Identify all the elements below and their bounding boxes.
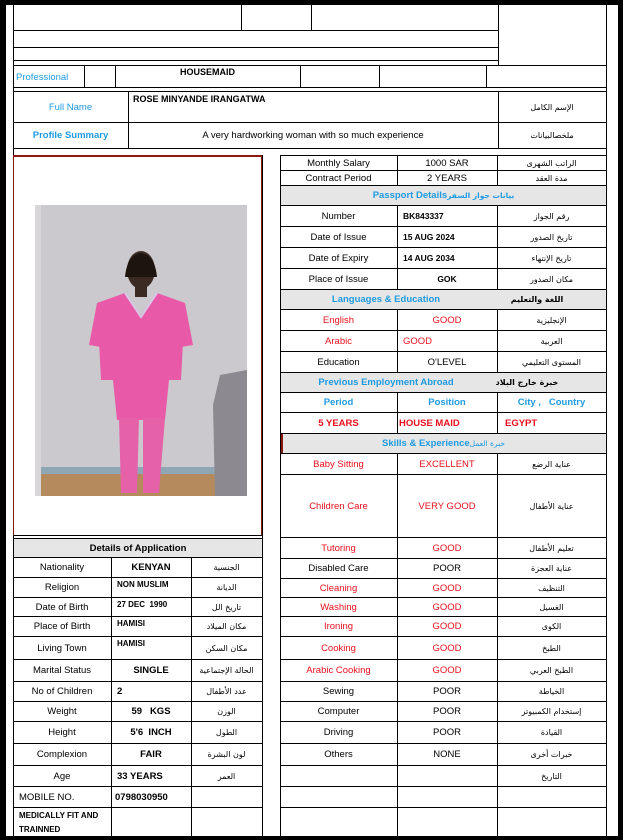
full-name-value: ROSE MINYANDE IRANGATWA [133, 94, 266, 104]
profession-value: HOUSEMAID [179, 67, 235, 77]
employment-header-position: Position [428, 397, 466, 408]
arabic-value: GOOD [403, 335, 433, 347]
employment-position: HOUSE MAID [399, 417, 460, 429]
profile-summary-value: A very hardworking woman with so much experience [202, 129, 424, 141]
passport-title-en: Passport Details [372, 190, 448, 201]
skill-label-ar: الطبخ العربي [529, 666, 574, 675]
skill-label: Baby Sitting [313, 458, 364, 470]
english-value: GOOD [432, 314, 462, 326]
detail-label: Weight [47, 706, 77, 717]
skill-label: Washing [320, 601, 357, 613]
contract-period-value: 2 YEARS [427, 172, 467, 184]
detail-value: HAMISI [117, 618, 145, 628]
photo-box-bottom [13, 535, 263, 536]
skill-label: Cooking [321, 642, 356, 654]
employment-title: Previous Employment Abroad [318, 377, 454, 388]
skill-label: Disabled Care [308, 563, 369, 574]
languages-title-ar: اللغة والتعليم [510, 295, 564, 304]
detail-label: Nationality [39, 562, 85, 573]
detail-value: HAMISI [117, 638, 145, 648]
row-divider [280, 786, 607, 787]
detail-label: Age [53, 770, 71, 782]
skill-rating: GOOD [432, 665, 462, 676]
skill-rating: POOR [433, 706, 461, 717]
skill-label-ar: تعليم الأطفال [529, 543, 574, 553]
detail-label-ar: الحالة الإجتماعية [199, 666, 254, 675]
english-label: English [322, 314, 355, 326]
contract-period-ar: مدة العقد [535, 173, 568, 183]
passport-number-value: BK843337 [403, 211, 444, 221]
detail-label: Complexion [36, 749, 88, 760]
skill-label: Children Care [309, 500, 368, 512]
skill-label: Computer [317, 706, 360, 717]
detail-label: Living Town [37, 642, 87, 654]
details-title: Details of Application [89, 542, 187, 554]
passport-number-label: Number [321, 210, 356, 222]
employment-header-location: City , Country [517, 397, 586, 408]
date-label-ar: التاريخ [541, 771, 562, 781]
skill-label: Tutoring [321, 542, 356, 554]
skill-label-ar: التنظيف [538, 583, 565, 593]
skill-rating: GOOD [432, 601, 462, 613]
detail-label-ar: مكان الميلاد [206, 622, 247, 631]
detail-label: Date of Birth [35, 601, 89, 613]
employment-period: 5 YEARS [318, 417, 359, 429]
row-divider [280, 807, 607, 808]
skills-title-en: Skills & Experience [381, 438, 470, 449]
monthly-salary-label: Monthly Salary [307, 157, 370, 169]
skill-rating: GOOD [432, 542, 462, 554]
detail-label-ar: الطول [215, 728, 238, 737]
detail-label-ar: الجنسية [213, 563, 240, 572]
employment-location: EGYPT [505, 417, 538, 429]
skill-label-ar: الكوى [541, 622, 562, 631]
english-ar: الإنجليزية [536, 315, 567, 325]
detail-label-ar: عدد الأطفال [206, 687, 247, 696]
page-border-left [0, 0, 6, 840]
skill-label-ar: القيادة [540, 728, 563, 737]
full-name-label: Full Name [48, 101, 93, 113]
education-label: Education [317, 356, 360, 368]
skill-rating: GOOD [432, 621, 462, 632]
skill-label-ar: إستخدام الكمبيوتر [521, 707, 582, 716]
skill-label: Ironing [323, 621, 354, 632]
detail-value: 33 YEARS [117, 770, 163, 782]
skill-label: Sewing [322, 686, 355, 697]
medical-status-line2: TRAINNED [19, 824, 61, 834]
detail-value: KENYAN [131, 562, 171, 573]
date-of-issue-label: Date of Issue [310, 231, 367, 243]
place-of-issue-value: GOK [437, 274, 457, 284]
skill-label: Others [324, 749, 353, 760]
detail-value: NON MUSLIM [117, 579, 169, 589]
skill-label-ar: الطبخ [542, 643, 561, 653]
skill-rating: EXCELLENT [419, 458, 475, 470]
detail-label-ar: العمر [217, 771, 236, 781]
arabic-label: Arabic [325, 335, 352, 347]
skill-label: Cleaning [319, 582, 358, 594]
skill-rating: GOOD [432, 642, 462, 654]
date-of-expiry-label: Date of Expiry [308, 252, 369, 264]
skill-rating: NONE [433, 749, 461, 760]
detail-label-ar: الوزن [217, 707, 236, 716]
skill-rating: POOR [433, 686, 461, 697]
candidate-photo [35, 205, 247, 496]
skill-label-ar: عناية الأطفال [529, 501, 574, 511]
skill-rating: GOOD [432, 582, 462, 594]
date-of-expiry-value: 14 AUG 2034 [403, 253, 455, 263]
detail-value: 59 KGS [131, 706, 171, 717]
detail-label-ar: مكان السكن [205, 643, 248, 653]
detail-label-ar: لون البشرة [207, 750, 246, 759]
skill-label-ar: الغسيل [539, 602, 564, 612]
employment-header-period: Period [323, 397, 354, 408]
monthly-salary-value: 1000 SAR [425, 157, 469, 169]
detail-value: 27 DEC 1990 [117, 599, 168, 609]
skill-rating: VERY GOOD [418, 500, 476, 512]
education-ar: المستوى التعليمي [521, 357, 582, 367]
page-border-right [618, 0, 623, 840]
professional-label: Professional [16, 71, 69, 83]
skill-label-ar: خبرات أخرى [530, 750, 573, 759]
detail-label: Height [48, 727, 76, 738]
skill-rating: POOR [433, 727, 461, 738]
skills-title [281, 434, 606, 453]
page-border-bottom [0, 836, 623, 840]
place-of-issue-label: Place of Issue [308, 273, 369, 285]
detail-label-ar: تاريخ الل [211, 602, 242, 612]
skill-label-ar: الخياطة [538, 687, 565, 696]
detail-label: Marital Status [32, 665, 92, 676]
place-of-issue-ar: مكان الصدور [529, 274, 574, 284]
detail-label: Place of Birth [33, 621, 91, 632]
detail-value: SINGLE [133, 665, 169, 676]
detail-value: FAIR [140, 749, 162, 760]
mobile-label: MOBILE NO. [19, 791, 75, 803]
arabic-ar: العربية [540, 336, 563, 346]
skill-label: Driving [323, 727, 354, 738]
medical-status-line1: MEDICALLY FIT AND [19, 810, 99, 820]
monthly-salary-ar: الراتب الشهرى [526, 158, 577, 168]
skills-title-ar: خبرة العمل [469, 439, 506, 448]
passport-title-ar: بيانات جواز السفر [447, 191, 515, 200]
skill-label-ar: عناية العجزة [531, 564, 572, 573]
detail-label: Religion [44, 582, 80, 593]
passport-number-ar: رقم الجواز [533, 211, 570, 221]
detail-label: No of Children [31, 686, 93, 697]
date-of-expiry-ar: تاريخ الإنتهاء [531, 253, 572, 263]
full-name-ar: الإسم الكامل [530, 102, 574, 112]
skill-label-ar: عناية الرضع [532, 459, 571, 469]
skill-rating: POOR [433, 563, 461, 574]
education-value: O'LEVEL [427, 356, 467, 368]
profile-summary-ar: ملخصالبيانات [530, 130, 574, 140]
date-of-issue-ar: تاريخ الصدور [530, 232, 573, 242]
skill-label: Arabic Cooking [306, 665, 371, 676]
languages-title: Languages & Education [331, 294, 441, 305]
contract-period-label: Contract Period [305, 172, 372, 184]
detail-label-ar: الديانة [216, 583, 237, 592]
date-of-issue-value: 15 AUG 2024 [403, 232, 455, 242]
detail-value: 5'6 INCH [130, 727, 172, 738]
passport-title [281, 186, 606, 205]
profile-summary-label: Profile Summary [32, 129, 109, 141]
mobile-value: 0798030950 [115, 791, 168, 803]
detail-value: 2 [117, 686, 123, 697]
employment-title-ar: خبرة خارج البلاد [495, 378, 559, 387]
